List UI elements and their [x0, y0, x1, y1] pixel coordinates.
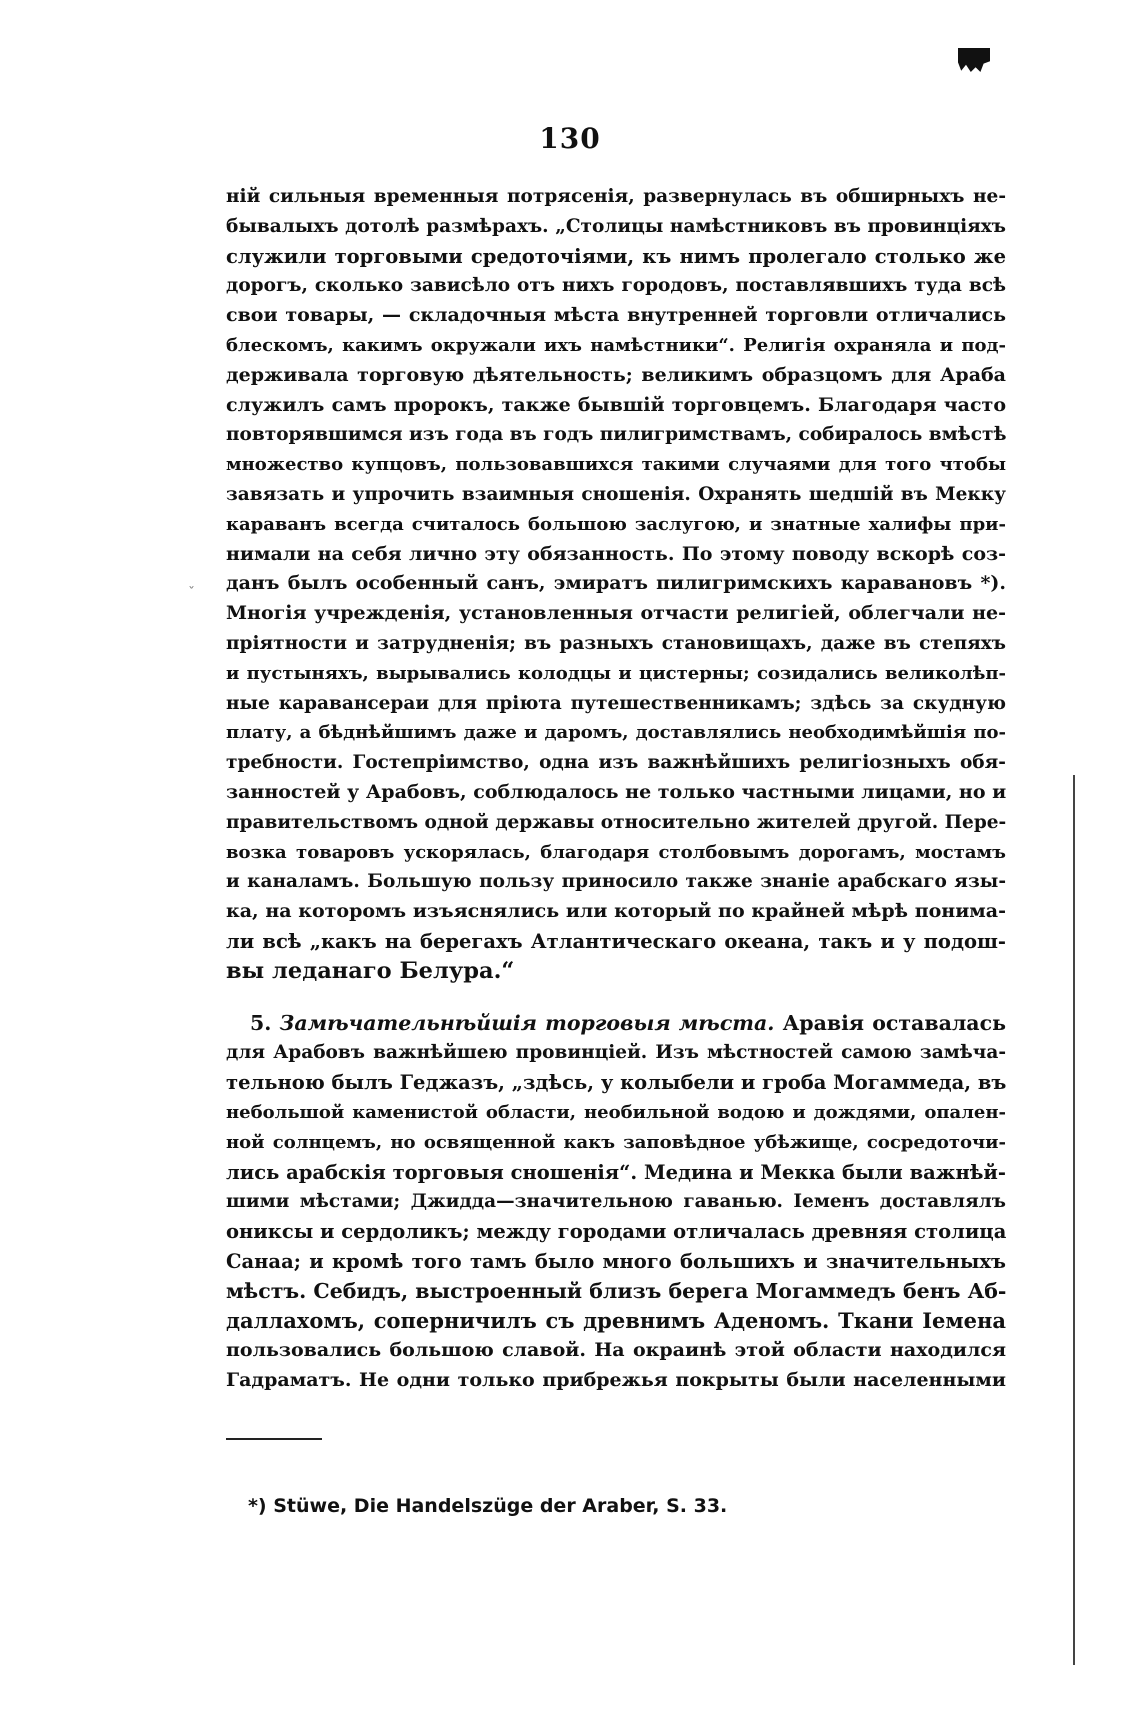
text-line: ониксы и сердоликъ; между городами отличалась древняя столица	[226, 1220, 1006, 1244]
text-line: для Арабовъ важнѣйшею провинціей. Изъ мѣстностей самою замѣча-	[226, 1042, 1006, 1064]
text-line: завязать и упрочить взаимныя сношенія. Охранять шедшій въ Мекку	[226, 483, 1006, 505]
footnote-rule	[226, 1438, 322, 1440]
text-line: данъ былъ особенный санъ, эмиратъ пилигримскихъ каравановъ *).	[226, 572, 1006, 595]
text-line: Санаа; и кромѣ того тамъ было много большихъ и значительныхъ	[226, 1249, 1006, 1273]
text-line: правительствомъ одной державы относительно жителей другой. Пере-	[226, 811, 1006, 833]
text-line: повторявшимся изъ года въ годъ пилигримствамъ, собиралось вмѣстѣ	[226, 424, 1006, 446]
text-line: Многія учрежденія, установленныя отчасти религіей, облегчали не-	[226, 602, 1006, 625]
text-line: служили торговыми средоточіями, къ нимъ пролегало столько же	[226, 244, 1006, 268]
text-line: Гадраматъ. Не одни только прибрежья покрыты были населенными	[226, 1369, 1006, 1392]
text-line: и каналамъ. Большую пользу приносило также знаніе арабскаго язы-	[226, 871, 1006, 893]
text-line: ные каравансераи для пріюта путешественникамъ; здѣсь за скудную	[226, 692, 1006, 714]
text-line: ли всѣ „какъ на берегахъ Атлантическаго океана, такъ и у подош-	[226, 929, 1006, 953]
text-line: возка товаровъ ускорялась, благодаря столбовымъ дорогамъ, мостамъ	[226, 841, 1006, 863]
section-heading: Замѣчательнѣйшія торговыя мѣста.	[279, 1010, 775, 1035]
margin-pencil-mark: ˇ	[188, 585, 195, 601]
text-line: небольшой каменистой области, необильной водою и дождями, опален-	[226, 1101, 1006, 1123]
section-number: 5.	[250, 1010, 272, 1035]
section-heading-line	[226, 1009, 1006, 1039]
text-line: держивала торговую дѣятельность; великимъ образцомъ для Араба	[226, 363, 1006, 386]
text-line: лись арабскія торговыя сношенія“. Медина и Мекка были важнѣй-	[226, 1160, 1006, 1184]
text-line: блескомъ, какимъ окружали ихъ намѣстники“. Религія охраняла и под-	[226, 334, 1006, 356]
text-line: ка, на которомъ изъяснялись или который по крайней мѣрѣ понима-	[226, 900, 1006, 923]
scan-corner-mark	[958, 48, 990, 72]
text-line: даллахомъ, соперничилъ съ древнимъ Аденомъ. Ткани Іемена	[226, 1308, 1006, 1334]
text-line: служилъ самъ пророкъ, также бывшій торговцемъ. Благодаря часто	[226, 393, 1006, 416]
footnote: *) Stüwe, Die Handelszüge der Araber, S. 33.	[248, 1495, 728, 1517]
text-line: и пустыняхъ, вырывались колодцы и цистерны; созидались великолѣп-	[226, 662, 1006, 684]
text-line: пользовались большою славой. На окраинѣ этой области находился	[226, 1339, 1006, 1362]
page-number: 130	[539, 122, 601, 155]
body-text	[226, 182, 1006, 1396]
text-line: нимали на себя лично эту обязанность. По этому поводу вскорѣ соз-	[226, 542, 1006, 565]
text-line: требности. Гостепріимство, одна изъ важнѣйшихъ религіозныхъ обя-	[226, 752, 1006, 774]
text-line: дорогъ, сколько зависѣло отъ нихъ городовъ, поставлявшихъ туда всѣ	[226, 275, 1006, 297]
text-line: вы леданаго Белура.“	[226, 957, 515, 984]
text-line: шими мѣстами; Джидда—значительною гаванью. Іеменъ доставлялъ	[226, 1191, 1006, 1213]
text-line: мѣстъ. Себидъ, выстроенный близъ берега Могаммедъ бенъ Аб-	[226, 1278, 1006, 1303]
text-line: свои товары, — складочныя мѣста внутренней торговли отличались	[226, 304, 1006, 327]
text-line: ній сильныя временныя потрясенія, развернулась въ обширныхъ не-	[226, 186, 1006, 207]
page-edge-rule	[1073, 775, 1075, 1665]
text-line: занностей у Арабовъ, соблюдалось не только частными лицами, но и	[226, 780, 1006, 803]
text-line: ной солнцемъ, но освященной какъ заповѣдное убѣжище, сосредоточи-	[226, 1131, 1006, 1153]
text-line: караванъ всегда считалось большою заслугою, и знатные халифы при-	[226, 513, 1006, 535]
text-line: плату, а бѣднѣйшимъ даже и даромъ, доставлялись необходимѣйшія по-	[226, 722, 1006, 744]
paragraph-spacer	[226, 987, 1006, 1009]
text-line: пріятности и затрудненія; въ разныхъ становищахъ, даже въ степяхъ	[226, 632, 1006, 654]
text-line: множество купцовъ, пользовавшихся такими случаями для того чтобы	[226, 454, 1006, 476]
section-heading-continuation: Аравія оставалась	[782, 1010, 1006, 1035]
text-line: бывалыхъ дотолѣ размѣрахъ. „Столицы намѣстниковъ въ провинціяхъ	[226, 215, 1006, 237]
text-line: тельною былъ Геджазъ, „здѣсь, у колыбели и гроба Могаммеда, въ	[226, 1071, 1006, 1095]
